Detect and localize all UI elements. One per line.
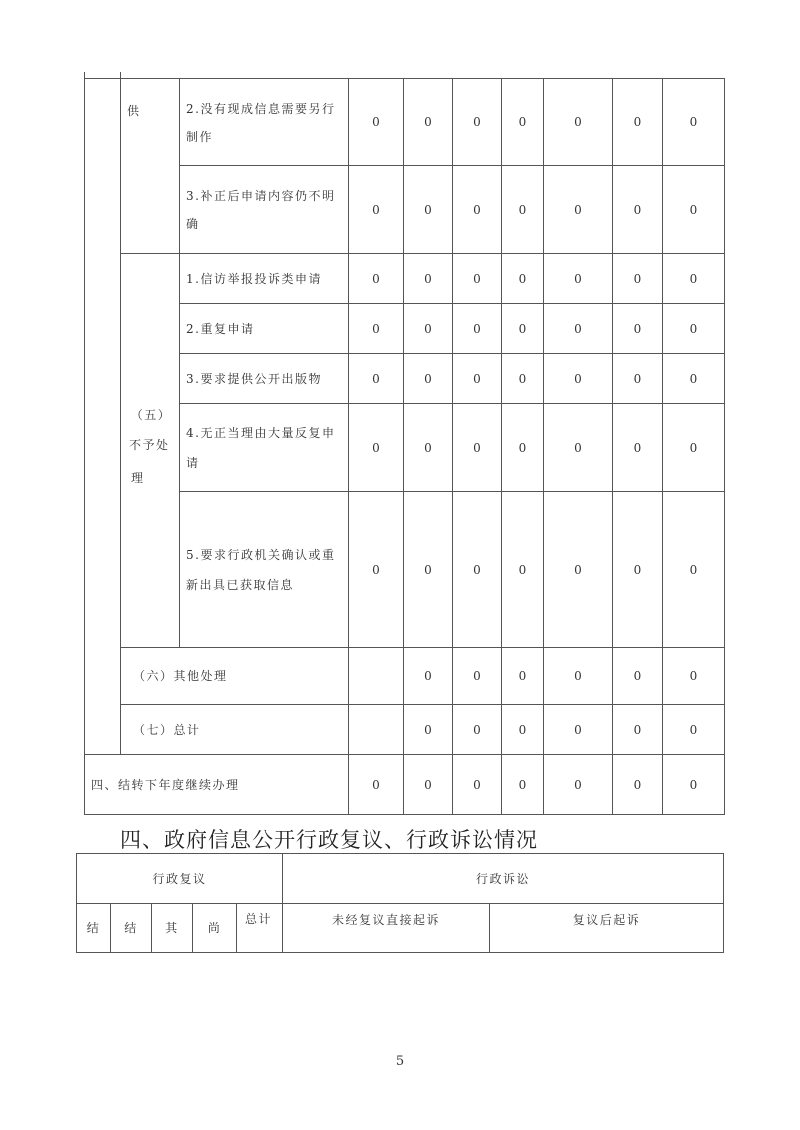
table-cell: 0 [501,704,544,755]
review-col-header: 尚 [192,903,237,953]
table-cell: 0 [403,491,453,648]
table-cell: 0 [452,647,502,705]
table-cell: 0 [543,704,613,755]
table-cell: 0 [543,353,613,404]
litigation-subheader: 复议后起诉 [489,903,724,953]
table-cell: 0 [452,253,502,304]
table-cell: 0 [543,647,613,705]
table-cell: 0 [348,165,404,254]
table-cell: 0 [543,253,613,304]
table-cell: 0 [348,253,404,304]
review-col-header: 结 [110,903,152,953]
table-cell: 0 [662,403,725,492]
table-row-label: 2.重复申请 [179,303,349,354]
table-cell: 0 [403,647,453,705]
table-row-label: 1.信访举报投诉类申请 [179,253,349,304]
table-cell: 0 [348,403,404,492]
table-cell: 0 [348,353,404,404]
table-cell: 0 [403,303,453,354]
table-row-label: （七）总计 [120,704,349,755]
table-cell: 0 [348,491,404,648]
table-cell: 0 [612,303,663,354]
table-row-label: 3.要求提供公开出版物 [179,353,349,404]
table-cell: 0 [501,303,544,354]
table-cell: 0 [662,754,725,815]
table-cell: 0 [662,353,725,404]
table-cell: 0 [612,78,663,166]
table-cell [348,647,404,705]
table-cell: 0 [612,704,663,755]
table-cell: 0 [543,303,613,354]
table-cell: 0 [501,491,544,648]
table-cell: 0 [403,165,453,254]
review-col-header: 总计 [236,903,283,953]
outer-group-cell [84,78,121,755]
table-cell: 0 [612,165,663,254]
table-cell: 0 [501,754,544,815]
page-number: 5 [395,1054,405,1069]
table-cell: 0 [543,403,613,492]
table-cell: 0 [612,647,663,705]
table-cell: 0 [662,303,725,354]
table-cell: 0 [612,253,663,304]
table-cell: 0 [452,491,502,648]
review-header: 行政复议 [76,853,283,904]
table-cell: 0 [403,704,453,755]
table-cell: 0 [501,165,544,254]
table-cell: 0 [662,165,725,254]
table-cell: 0 [662,78,725,166]
table-cell: 0 [501,253,544,304]
table-cell: 0 [403,403,453,492]
table-row-label: 四、结转下年度继续办理 [84,754,349,815]
table-cell: 0 [348,78,404,166]
table-cell: 0 [452,303,502,354]
provide-group-cell [120,78,180,254]
table-cell: 0 [452,403,502,492]
table-row-label: （六）其他处理 [120,647,349,705]
table-cell: 0 [543,754,613,815]
table-cell: 0 [612,403,663,492]
table-cell: 0 [662,647,725,705]
litigation-header: 行政诉讼 [282,853,724,904]
section-title: 四、政府信息公开行政复议、行政诉讼情况 [120,828,538,852]
table-cell: 0 [403,253,453,304]
table-cell: 0 [348,303,404,354]
table-cell: 0 [501,403,544,492]
table-row-label: 4.无正当理由大量反复申请 [179,403,349,492]
table-cell: 0 [662,491,725,648]
no-process-group-cell: （五） 不予处 理 [120,253,180,648]
table-cell: 0 [452,704,502,755]
table-cell: 0 [662,704,725,755]
table-cell: 0 [543,491,613,648]
table-cell: 0 [501,78,544,166]
table-cell: 0 [612,754,663,815]
provide-group-label: 供 [127,104,141,118]
litigation-subheader: 未经复议直接起诉 [282,903,490,953]
table-cell: 0 [348,754,404,815]
table-cell: 0 [543,165,613,254]
table-cell: 0 [452,165,502,254]
table-cell: 0 [612,491,663,648]
table-cell: 0 [452,754,502,815]
table-row-label: 2.没有现成信息需要另行制作 [179,78,349,166]
table-cell: 0 [403,754,453,815]
table-cell: 0 [403,353,453,404]
review-col-header: 其 [151,903,193,953]
table-row-label: 3.补正后申请内容仍不明确 [179,165,349,254]
table-cell: 0 [501,647,544,705]
table-row-label: 5.要求行政机关确认或重新出具已获取信息 [179,491,349,648]
table-cell: 0 [612,353,663,404]
review-col-header: 结 [76,903,111,953]
table-cell: 0 [403,78,453,166]
table-cell: 0 [452,353,502,404]
table-cell: 0 [662,253,725,304]
table-cell: 0 [543,78,613,166]
table-cell: 0 [452,78,502,166]
table-cell [348,704,404,755]
table-cell: 0 [501,353,544,404]
